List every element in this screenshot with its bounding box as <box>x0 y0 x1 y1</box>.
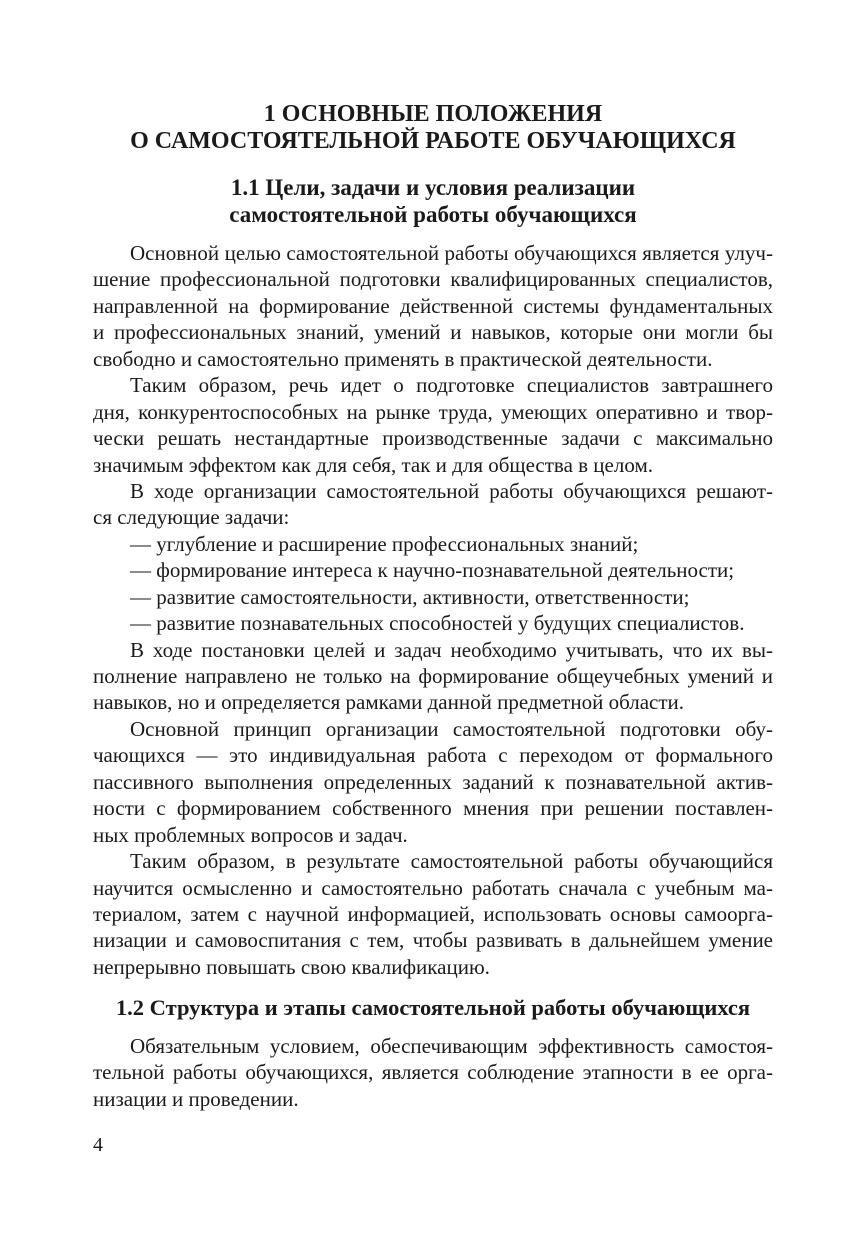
section-1-1-title <box>93 174 773 228</box>
text-line <box>93 769 773 795</box>
text-line-content: полнение направлено не только на формирование общеучебных умений и <box>93 664 773 688</box>
text-line <box>93 1086 773 1112</box>
text-line <box>93 848 773 874</box>
text-line <box>93 557 773 583</box>
text-line <box>93 240 773 266</box>
text-line-content: — развитие познавательных способностей у будущих специалистов. <box>130 611 745 636</box>
text-line <box>93 822 773 848</box>
text-line <box>93 954 773 980</box>
text-line-content: чающихся — это индивидуальная работа с переходом от формального <box>93 743 773 768</box>
text-line-content: значимым эффектом как для себя, так и для общества в целом. <box>93 452 653 477</box>
text-line-content: направленной на формирование действенной системы фундаментальных <box>93 293 773 318</box>
section-1-2-body <box>93 1033 773 1112</box>
text-line <box>93 399 773 425</box>
text-line <box>93 927 773 953</box>
text-line <box>93 1059 773 1085</box>
section-1-2-title: 1.2 Структура и этапы самостоятельной работы обучающихся <box>115 995 751 1020</box>
text-line <box>93 293 773 319</box>
text-line <box>93 663 773 689</box>
text-line-content: В ходе постановки целей и задач необходимо учитывать, что их вы- <box>130 637 773 662</box>
chapter-title <box>93 101 773 155</box>
section-title-line: самостоятельной работы обучающихся <box>229 202 637 227</box>
text-line <box>93 716 773 742</box>
text-line-content: непрерывно повышать свою квалификацию. <box>93 954 490 979</box>
text-line-content: низации и самовоспитания с тем, чтобы развивать в дальнейшем умение <box>93 928 773 953</box>
text-line <box>93 1033 773 1059</box>
text-line-content: — развитие самостоятельности, активности, ответственности; <box>130 584 690 609</box>
text-line-content: Таким образом, речь идет о подготовке специалистов завтрашнего <box>130 373 773 398</box>
text-line-content: ся следующие задачи: <box>93 505 290 530</box>
text-line-content: Таким образом, в результате самостоятельной работы обучающийся <box>130 849 773 874</box>
text-line-content: Основной принцип организации самостоятельной подготовки обу- <box>130 716 773 741</box>
text-line-content: Основной целью самостоятельной работы обучающихся является улуч- <box>130 241 773 265</box>
text-line <box>93 795 773 821</box>
chapter-title-line: 1 ОСНОВНЫЕ ПОЛОЖЕНИЯ <box>263 101 603 127</box>
text-line-content: териалом, затем с научной информацией, использовать основы самоорга- <box>93 901 773 926</box>
text-line <box>93 452 773 478</box>
text-line <box>93 742 773 768</box>
text-line-content: — углубление и расширение профессиональных знаний; <box>130 531 639 556</box>
text-line-content: шение профессиональной подготовки квалифицированных специалистов, <box>93 267 773 292</box>
text-line <box>93 478 773 504</box>
text-line <box>93 372 773 398</box>
text-line-content: свободно и самостоятельно применять в практической деятельности. <box>93 346 713 371</box>
text-line <box>93 266 773 292</box>
text-line-content: ных проблемных вопросов и задач. <box>93 822 408 847</box>
text-line <box>93 319 773 345</box>
text-line <box>93 637 773 663</box>
text-line-content: научится осмысленно и самостоятельно работать сначала с учебным ма- <box>93 875 773 900</box>
section-1-1-body <box>93 240 773 980</box>
text-line-content: пассивного выполнения определенных заданий к познавательной актив- <box>93 769 773 794</box>
text-line-content: Обязательным условием, обеспечивающим эффективность самостоя- <box>130 1034 773 1058</box>
text-line-content: — формирование интереса к научно-познавательной деятельности; <box>130 558 735 583</box>
text-line-content: тельной работы обучающихся, является соблюдение этапности в ее орга- <box>93 1060 773 1085</box>
text-line <box>93 531 773 557</box>
chapter-title-line: О САМОСТОЯТЕЛЬНОЙ РАБОТЕ ОБУЧАЮЩИХСЯ <box>130 128 736 154</box>
text-line-content: и профессиональных знаний, умений и навыков, которые они могли бы <box>93 320 773 345</box>
text-line <box>93 875 773 901</box>
text-line-content: низации и проведении. <box>93 1086 299 1111</box>
text-line <box>93 504 773 530</box>
text-line <box>93 610 773 636</box>
text-line-content: дня, конкурентоспособных на рынке труда, умеющих оперативно и твор- <box>93 399 773 424</box>
text-line <box>93 425 773 451</box>
text-line <box>93 689 773 715</box>
section-title-line: 1.1 Цели, задачи и условия реализации <box>230 175 636 200</box>
page-number: 4 <box>93 1134 103 1156</box>
text-line-content: ности с формированием собственного мнения при решении поставлен- <box>93 796 773 821</box>
text-line <box>93 584 773 610</box>
text-line-content: В ходе организации самостоятельной работы обучающихся решают- <box>130 478 773 503</box>
text-line <box>93 346 773 372</box>
text-line-content: чески решать нестандартные производственные задачи с максимально <box>93 426 773 451</box>
text-line-content: навыков, но и определяется рамками данной предметной области. <box>93 690 685 715</box>
text-line <box>93 901 773 927</box>
